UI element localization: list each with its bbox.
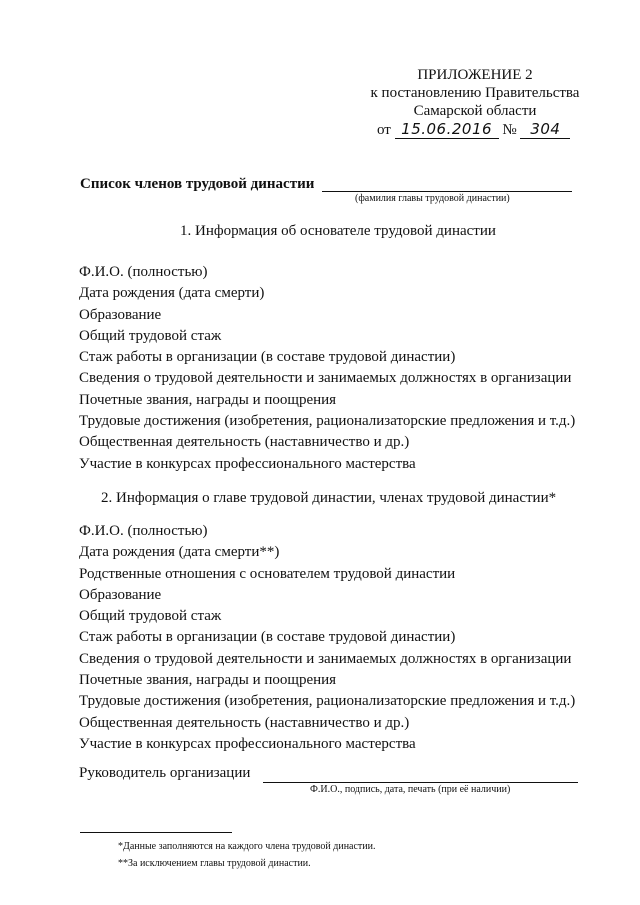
field-item: Общественная деятельность (наставничество и др.): [79, 434, 410, 451]
footnote-1: *Данные заполняются на каждого члена трудовой династии.: [118, 841, 376, 852]
field-item: Участие в конкурсах профессионального мастерства: [79, 455, 416, 472]
section2-field-list: [79, 521, 575, 755]
appendix-title: ПРИЛОЖЕНИЕ 2: [417, 67, 533, 83]
date-label: от: [377, 122, 391, 138]
appendix-region-line: Самарской области: [413, 103, 537, 119]
field-item: Почетные звания, награды и поощрения: [79, 672, 337, 689]
section1-heading: 1. Информация об основателе трудовой династии: [180, 223, 496, 239]
field-item: Общий трудовой стаж: [79, 608, 222, 625]
field-item: Образование: [79, 586, 162, 603]
section1-field-list: [79, 262, 575, 475]
appendix-resolution-line: к постановлению Правительства: [370, 85, 580, 101]
list-title-fill-line: [322, 191, 572, 192]
field-item: Почетные звания, награды и поощрения: [79, 391, 337, 408]
signature-fill-line: [263, 782, 578, 783]
field-item: Общественная деятельность (наставничество и др.): [79, 714, 410, 731]
field-item: Родственные отношения с основателем трудовой династии: [79, 565, 456, 582]
signature-label: Руководитель организации: [79, 765, 251, 781]
field-item: Сведения о трудовой деятельности и занимаемых должностях в организации: [79, 370, 572, 387]
field-item: Ф.И.О. (полностью): [79, 523, 208, 539]
number-label: №: [502, 122, 517, 138]
list-title: Список членов трудовой династии: [80, 176, 315, 192]
field-item: Ф.И.О. (полностью): [79, 264, 208, 280]
handwritten-date: 15.06.2016: [395, 120, 499, 139]
handwritten-number: 304: [520, 120, 570, 139]
footnote-2: **За исключением главы трудовой династии.: [118, 858, 311, 869]
footnotes: [118, 838, 376, 872]
signature-caption: Ф.И.О., подпись, дата, печать (при её наличии): [310, 784, 511, 795]
field-item: Трудовые достижения (изобретения, рационализаторские предложения и т.д.): [79, 693, 576, 710]
field-item: Стаж работы в организации (в составе трудовой династии): [79, 629, 456, 646]
field-item: Дата рождения (дата смерти): [79, 285, 265, 302]
appendix-header: [360, 66, 590, 120]
list-title-caption: (фамилия главы трудовой династии): [355, 193, 510, 204]
appendix-date-number-line: [377, 120, 570, 139]
footnote-divider: [80, 832, 232, 833]
field-item: Дата рождения (дата смерти**): [79, 544, 280, 561]
field-item: Образование: [79, 306, 162, 323]
field-item: Сведения о трудовой деятельности и занимаемых должностях в организации: [79, 650, 572, 667]
field-item: Участие в конкурсах профессионального мастерства: [79, 735, 416, 752]
field-item: Общий трудовой стаж: [79, 327, 222, 344]
field-item: Трудовые достижения (изобретения, рационализаторские предложения и т.д.): [79, 413, 576, 430]
field-item: Стаж работы в организации (в составе трудовой династии): [79, 349, 456, 366]
section2-heading: 2. Информация о главе трудовой династии, членах трудовой династии*: [101, 490, 557, 506]
